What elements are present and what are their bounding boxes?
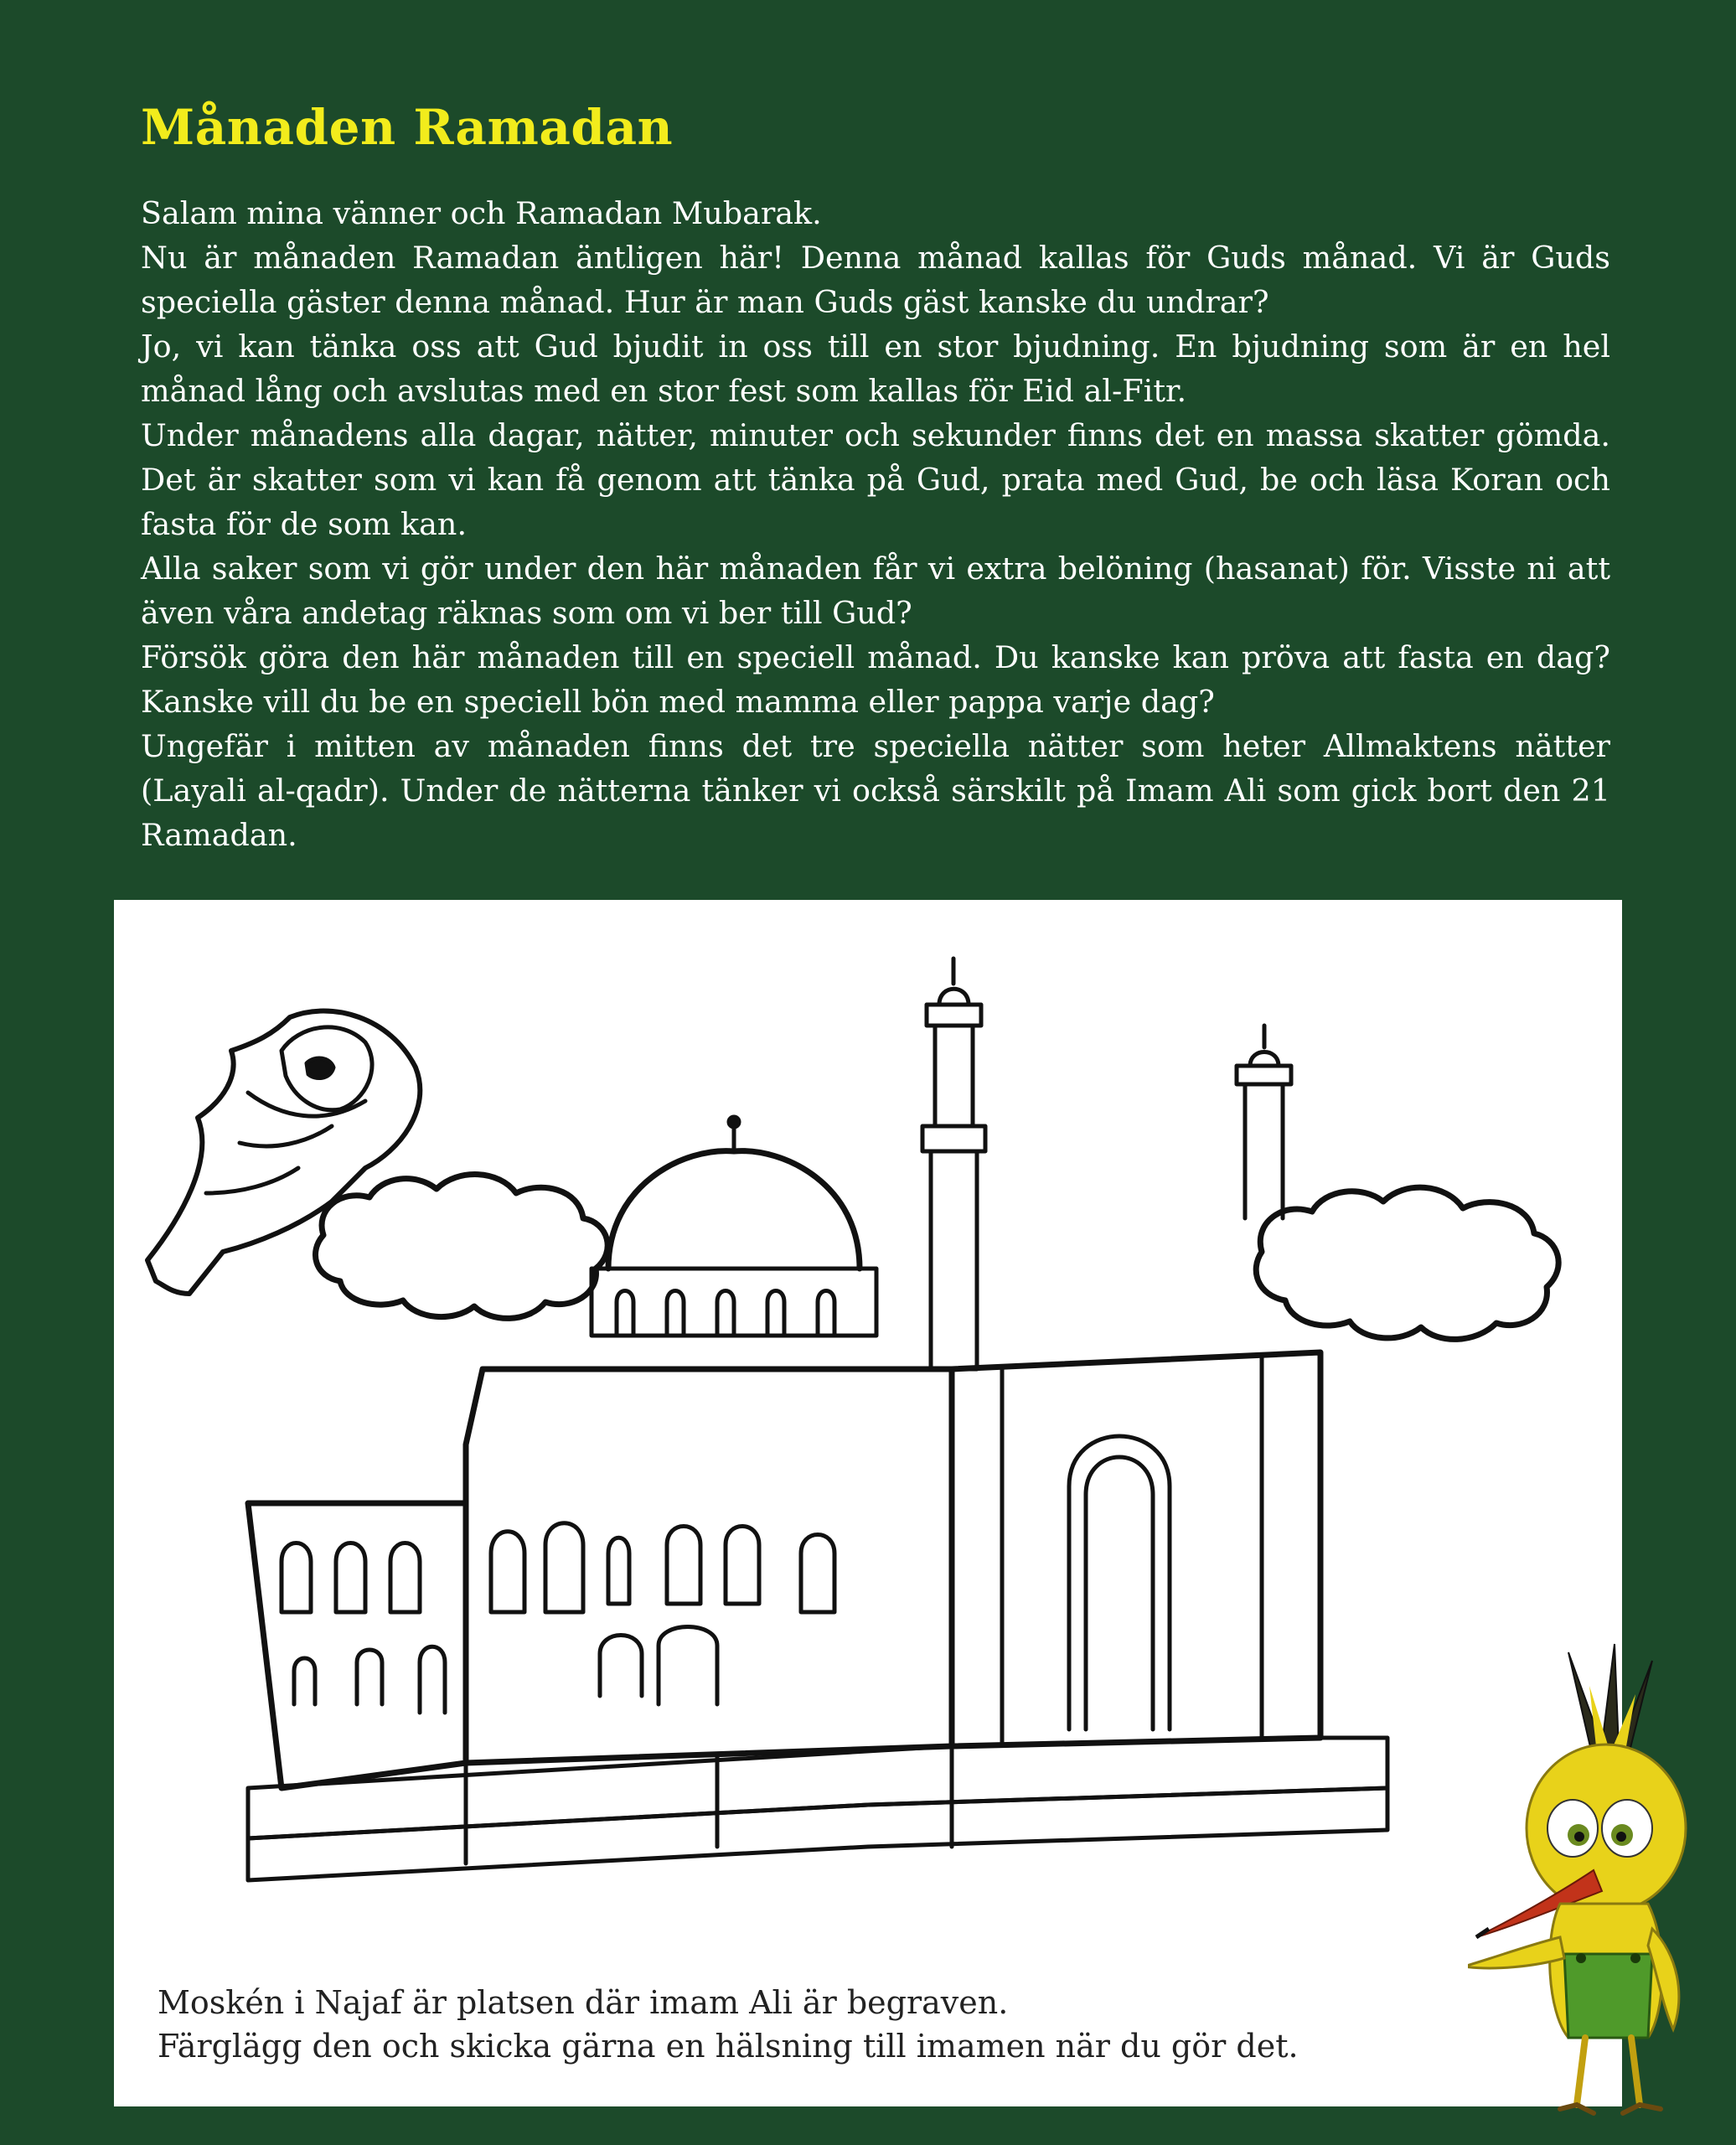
bird-mascot (1468, 1636, 1719, 2138)
caption (158, 1981, 1299, 2068)
hand-with-dove (147, 1011, 420, 1295)
mosque-coloring-illustration (114, 900, 1622, 2106)
paragraph: Ungefär i mitten av månaden finns det tre speciella nätter som heter Allmaktens nätter (Layali al-qadr). Under de nätterna tänker vi också särskilt på Imam Ali som gick bort den 21 Ramadan. (141, 728, 1610, 853)
paragraph: Alla saker som vi gör under den här månaden får vi extra belöning (hasanat) för. Visste ni att även våra andetag räknas som om vi ber till Gud? (141, 550, 1610, 631)
page-title: Månaden Ramadan (141, 99, 674, 156)
cloud-right (1256, 1187, 1558, 1339)
paragraph: Nu är månaden Ramadan äntligen här! Denna månad kallas för Guds månad. Vi är Guds speciella gäster denna månad. Hur är man Guds gäst kanske du undrar? (141, 240, 1610, 320)
caption-line: Färglägg den och skicka gärna en hälsning till imamen när du gör det. (158, 2028, 1299, 2065)
cloud-left (315, 1175, 607, 1319)
coloring-card (114, 900, 1622, 2106)
paragraph: Salam mina vänner och Ramadan Mubarak. (141, 195, 822, 231)
paragraph: Försök göra den här månaden till en speciell månad. Du kanske kan pröva att fasta en dag? Kanske vill du be en speciell bön med mamma eller pappa varje dag? (141, 639, 1610, 720)
intro-text (141, 191, 1610, 857)
paragraph: Under månadens alla dagar, nätter, minuter och sekunder finns det en massa skatter gömda. Det är skatter som vi kan få genom att tänka på Gud, prata med Gud, be och läsa Koran och fasta för de som kan. (141, 417, 1610, 542)
paragraph: Jo, vi kan tänka oss att Gud bjudit in oss till en stor bjudning. En bjudning som är en hel månad lång och avslutas med en stor fest som kallas för Eid al-Fitr. (141, 328, 1610, 409)
caption-line: Moskén i Najaf är platsen där imam Ali är begraven. (158, 1984, 1009, 2021)
